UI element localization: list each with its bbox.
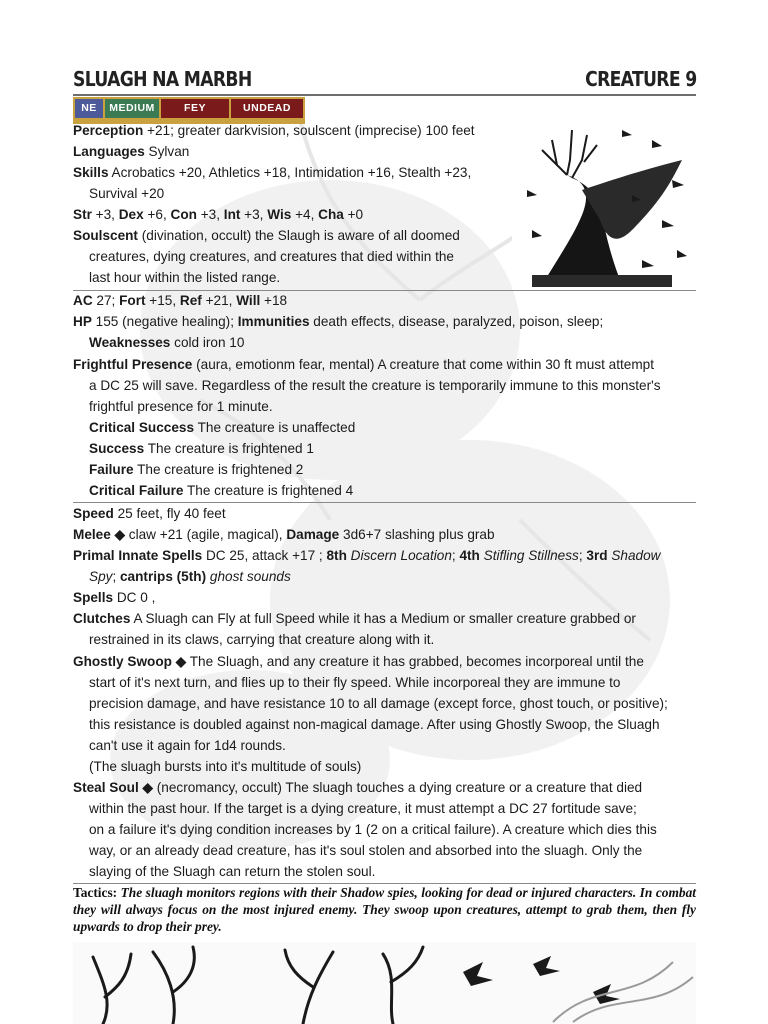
steal-soul-label: Steal Soul (73, 780, 139, 795)
steal-soul-line-5 (73, 861, 375, 882)
frightful-text: (aura, emotionm fear, mental) A creature that come within 30 ft must attempt (192, 357, 655, 372)
frightful-text-3: frightful presence for 1 minute. (89, 399, 273, 414)
wis-label: Wis (267, 207, 292, 222)
failure-line (89, 459, 303, 480)
will-label: Will (236, 293, 261, 308)
ghostly-swoop-line-3 (73, 693, 668, 714)
success-text: The creature is frightened 1 (144, 441, 314, 456)
innate-spells-label: Primal Innate Spells (73, 548, 203, 563)
str-label: Str (73, 207, 92, 222)
dex-label: Dex (118, 207, 144, 222)
soulscent-label: Soulscent (73, 228, 138, 243)
fort-value: +15, (145, 293, 180, 308)
ghostly-swoop-text-4: this resistance is doubled against non-magical damage. After using Ghostly Swoop, the Sluagh (89, 717, 660, 732)
hp-label: HP (73, 314, 92, 329)
spell-ghost-sounds: ghost sounds (206, 569, 291, 584)
clutches-text-2: restrained in its claws, carrying that creature along with it. (89, 632, 435, 647)
creature-name: SLUAGH NA MARBH (73, 67, 252, 91)
ability-scores-line (73, 204, 363, 225)
soulscent-text-2: creatures, dying creatures, and creatures that died within the (89, 249, 454, 264)
success-line (89, 438, 314, 459)
str-value: +3, (91, 207, 119, 222)
rank-4-label: 4th (459, 548, 480, 563)
rank-3-label: 3rd (586, 548, 608, 563)
creature-level: CREATURE 9 (584, 67, 696, 91)
melee-text: claw +21 (agile, magical), (125, 527, 287, 542)
tactics-text: The sluagh monitors regions with their Shadow spies, looking for dead or injured characters. In combat they will always focus on the most injured enemy. They swoop upon creatures, attempt to grab them, then fly upwards to drop their prey. (73, 885, 696, 934)
skills-line (73, 162, 471, 183)
soulscent-line-3 (73, 267, 280, 288)
spell-discern-location: Discern Location (346, 548, 452, 563)
ghostly-swoop-text: The Sluagh, and any creature it has grabbed, becomes incorporeal until the (186, 654, 644, 669)
soulscent-text: (divination, occult) the Slaugh is aware of all doomed (137, 228, 460, 243)
steal-soul-text-2: within the past hour. If the target is a dying creature, it must attempt a DC 27 fortitude save; (89, 801, 637, 816)
int-label: Int (223, 207, 241, 222)
weaknesses-label: Weaknesses (89, 335, 171, 350)
critical-failure-text: The creature is frightened 4 (183, 483, 354, 498)
hp-line (73, 311, 603, 332)
failure-text: The creature is frightened 2 (133, 462, 304, 477)
dex-value: +6, (143, 207, 171, 222)
steal-soul-text-5: slaying of the Sluagh can return the stolen soul. (89, 864, 376, 879)
int-value: +3, (240, 207, 268, 222)
speed-label: Speed (73, 506, 114, 521)
damage-label: Damage (286, 527, 340, 542)
ref-label: Ref (179, 293, 202, 308)
cha-label: Cha (318, 207, 344, 222)
spell-shadow-spy: Shadow (607, 548, 661, 563)
innate-spells-dc: DC 25, attack +17 ; (202, 548, 327, 563)
wis-value: +4, (291, 207, 319, 222)
clutches-line (73, 608, 636, 629)
ac-label: AC (73, 293, 93, 308)
critical-failure-label: Critical Failure (89, 483, 184, 498)
ghostly-swoop-text-5: can't use it again for 1d4 rounds. (89, 738, 286, 753)
perception-value: +21; greater darkvision, soulscent (imprecise) 100 feet (143, 123, 475, 138)
innate-spells-line (73, 545, 660, 566)
frightful-line-2 (73, 375, 661, 396)
immunities-label: Immunities (237, 314, 310, 329)
steal-soul-line (73, 777, 642, 798)
damage-value: 3d6+7 slashing plus grab (339, 527, 495, 542)
ghostly-swoop-line-2 (73, 672, 621, 693)
spells-value: DC 0 , (113, 590, 156, 605)
success-label: Success (89, 441, 145, 456)
ghostly-swoop-line-4 (73, 714, 660, 735)
tactics-paragraph (73, 884, 696, 935)
clutches-label: Clutches (73, 611, 131, 626)
critical-failure-line (89, 480, 353, 501)
clutches-line-2 (73, 629, 434, 650)
failure-label: Failure (89, 462, 134, 477)
skills-value: Acrobatics +20, Athletics +18, Intimidation +16, Stealth +23, (108, 165, 472, 180)
hp-value: 155 (negative healing); (91, 314, 238, 329)
perception-line (73, 120, 475, 141)
frightful-line-3 (73, 396, 273, 417)
fort-label: Fort (119, 293, 146, 308)
rank-8-label: 8th (326, 548, 347, 563)
critical-success-text: The creature is unaffected (194, 420, 356, 435)
separator: ; (112, 569, 120, 584)
spell-stifling-stillness: Stifling Stillness (479, 548, 579, 563)
ghostly-swoop-line (73, 651, 644, 672)
steal-soul-text: (necromancy, occult) The sluagh touches a dying creature or a creature that died (152, 780, 643, 795)
single-action-icon: ◆ (175, 654, 187, 669)
frightful-text-2: a DC 25 will save. Regardless of the result the creature is temporarily immune to this monster's (89, 378, 661, 393)
single-action-icon: ◆ (142, 780, 153, 795)
spell-shadow-spy-cont: Spy (89, 569, 113, 584)
trait-fey: FEY (161, 99, 231, 118)
innate-spells-line-2 (73, 566, 291, 587)
title-row (73, 64, 696, 96)
critical-success-line (89, 417, 355, 438)
soulscent-line (73, 225, 460, 246)
soulscent-text-3: last hour within the listed range. (89, 270, 281, 285)
skills-value-cont: Survival +20 (89, 186, 165, 201)
critical-success-label: Critical Success (89, 420, 195, 435)
melee-line (73, 524, 495, 545)
trait-undead: UNDEAD (231, 99, 303, 118)
will-value: +18 (260, 293, 288, 308)
footer-illustration (73, 942, 696, 1024)
clutches-text: A Sluagh can Fly at full Speed while it has a Medium or smaller creature grabbed or (130, 611, 636, 626)
con-value: +3, (196, 207, 224, 222)
ref-value: +21, (201, 293, 237, 308)
melee-label: Melee (73, 527, 111, 542)
frightful-line (73, 354, 654, 375)
separator: ; (578, 548, 587, 563)
perception-label: Perception (73, 123, 144, 138)
spells-label: Spells (73, 590, 114, 605)
steal-soul-text-4: way, or an already dead creature, has it's soul stolen and absorbed into the sluagh. Only the (89, 843, 643, 858)
ghostly-swoop-line-6 (73, 756, 361, 777)
weaknesses-line (73, 332, 244, 353)
spells-line (73, 587, 155, 608)
trait-alignment: NE (75, 99, 105, 118)
tactics-label: Tactics: (73, 885, 118, 900)
languages-label: Languages (73, 144, 145, 159)
immunities-value: death effects, disease, paralyzed, poison, sleep; (309, 314, 604, 329)
ghostly-swoop-line-5 (73, 735, 286, 756)
skills-line-cont (73, 183, 164, 204)
defense-line (73, 290, 287, 311)
frightful-label: Frightful Presence (73, 357, 193, 372)
trait-size: MEDIUM (105, 99, 161, 118)
steal-soul-line-2 (73, 798, 637, 819)
steal-soul-text-3: on a failure it's dying condition increases by 1 (2 on a critical failure). A creature which dies this (89, 822, 657, 837)
soulscent-line-2 (73, 246, 454, 267)
con-label: Con (170, 207, 197, 222)
cha-value: +0 (343, 207, 364, 222)
ghostly-swoop-label: Ghostly Swoop (73, 654, 172, 669)
ghostly-swoop-text-3: precision damage, and have resistance 10 to all damage (except force, ghost touch, or positive); (89, 696, 668, 711)
ghostly-swoop-text-2: start of it's next turn, and flies up to their fly speed. While incorporeal they are immune to (89, 675, 621, 690)
speed-line (73, 503, 226, 524)
cantrips-label: cantrips (5th) (120, 569, 207, 584)
languages-line (73, 141, 189, 162)
steal-soul-line-3 (73, 819, 657, 840)
creature-portrait-image (512, 120, 694, 290)
languages-value: Sylvan (144, 144, 190, 159)
skills-label: Skills (73, 165, 109, 180)
single-action-icon: ◆ (114, 527, 126, 542)
steal-soul-line-4 (73, 840, 642, 861)
weaknesses-value: cold iron 10 (170, 335, 245, 350)
ghostly-swoop-flavor: (The sluagh bursts into it's multitude of souls) (89, 759, 362, 774)
separator: ; (451, 548, 460, 563)
ac-value: 27; (92, 293, 120, 308)
speed-value: 25 feet, fly 40 feet (113, 506, 226, 521)
